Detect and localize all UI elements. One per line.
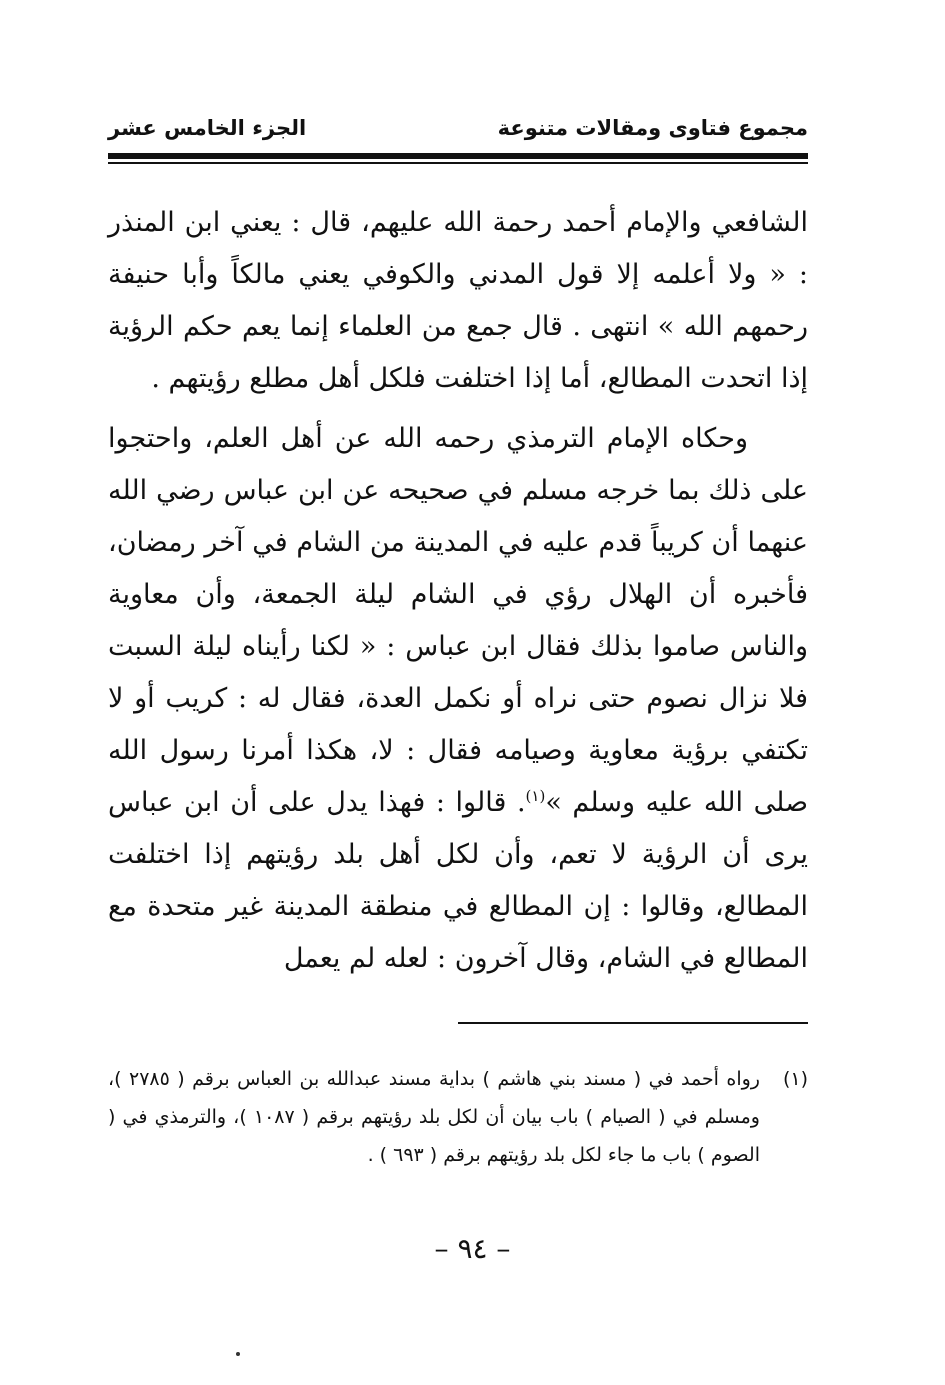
header-rule [108,153,808,159]
page-number: – ٩٤ – [434,1232,511,1265]
footnote-reference[interactable]: (١) [525,787,546,805]
paragraph-1: الشافعي والإمام أحمد رحمة الله عليهم، قال : يعني ابن المنذر : « ولا أعلمه إلا قول المدني والكوفي يعني مالكاً وأبا حنيفة رحمهم الله » انتهى . قال جمع من العلماء إنما يعم حكم الرؤية إذا اتحدت المطالع، أما إذا اختلفت فلكل أهل مطلع رؤيتهم . [108,207,808,394]
footnote-number: (١) [782,1068,808,1090]
paragraph-2-continuation: . قالوا : فهذا يدل على أن ابن عباس يرى أن الرؤية لا تعم، وأن لكل أهل بلد رؤيتهم إذا اختلفت المطالع، وقالوا : إن المطالع في منطقة المدينة غير متحدة مع المطالع في الشام، وقال آخرون : لعله لم يعمل [108,787,808,974]
scan-speck [236,1352,240,1356]
running-header [108,108,808,148]
main-text [108,197,808,993]
volume-label: الجزء الخامس عشر [108,116,307,140]
book-title: مجموع فتاوى ومقالات متنوعة [497,116,808,140]
footnote-separator [458,1022,808,1024]
paragraph-2 [108,413,808,985]
footnote [108,1060,808,1174]
footnote-text: رواه أحمد في ( مسند بني هاشم ) بداية مسند عبدالله بن العباس برقم ( ٢٧٨٥ )، ومسلم في ( الصيام ) باب بيان أن لكل بلد رؤيتهم برقم ( ١٠٨٧ )، والترمذي في ( الصوم ) باب ما جاء لكل بلد رؤيتهم برقم ( ٦٩٣ ) . [108,1068,760,1166]
paragraph-2-text: وحكاه الإمام الترمذي رحمه الله عن أهل العلم، واحتجوا على ذلك بما خرجه مسلم في صحيحه عن ابن عباس رضي الله عنهما أن كريباً قدم عليه في المدينة من الشام في آخر رمضان، فأخبره أن الهلال رؤي في الشام ليلة الجمعة، وأن معاوية والناس صاموا بذلك فقال ابن عباس : « لكنا رأيناه ليلة السبت فلا نزال نصوم حتى نراه أو نكمل العدة، فقال له : كريب أو لا تكتفي برؤية معاوية وصيامه فقال : لا، هكذا أمرنا رسول الله صلى الله عليه وسلم » [108,423,808,818]
header-rule-thin [108,162,808,164]
